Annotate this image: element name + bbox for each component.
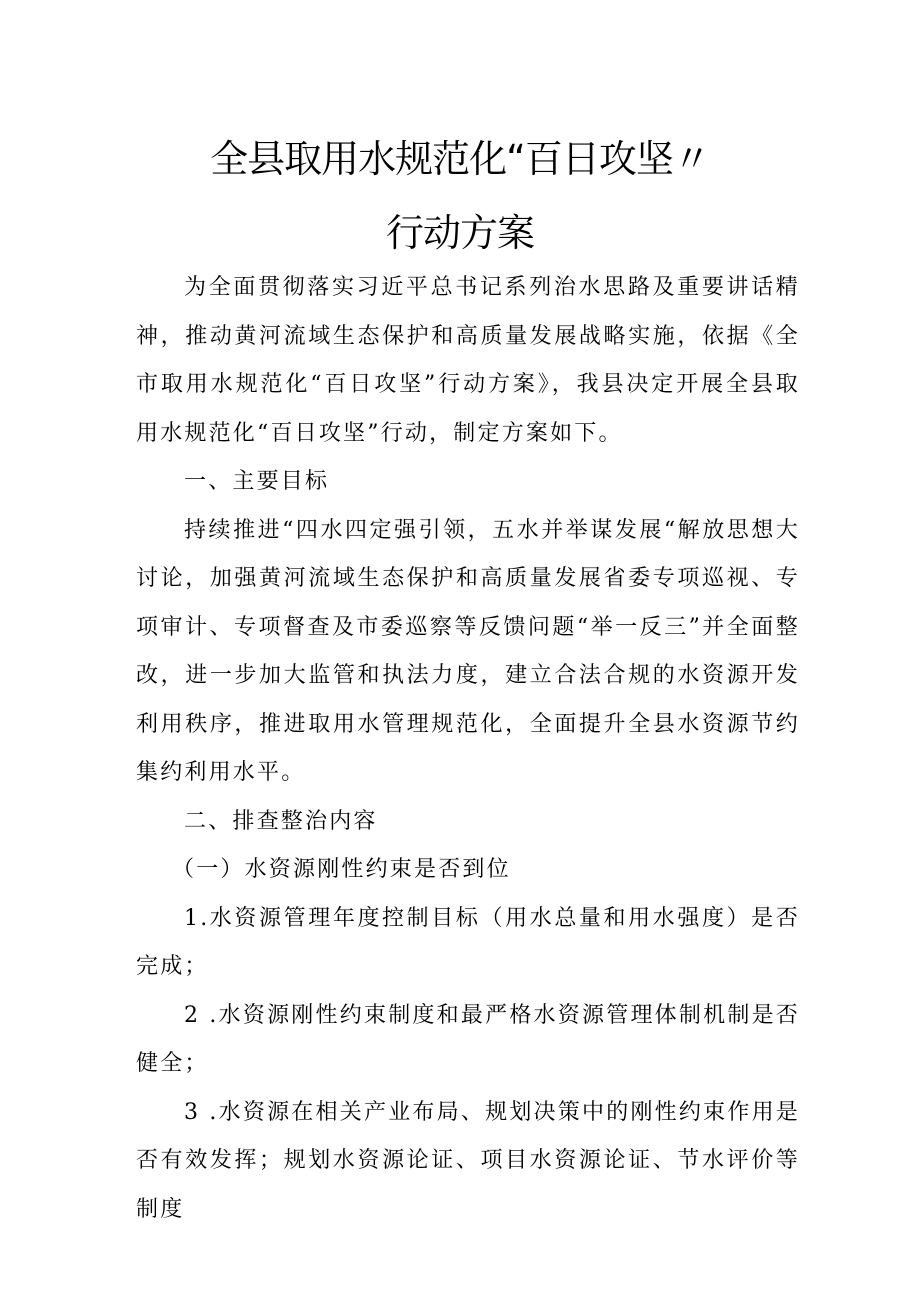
subsection-1-heading: （一）水资源刚性约束是否到位	[172, 857, 511, 882]
document-body	[136, 264, 800, 1234]
section-1-paragraph: 持续推进“四水四定强引领，五水并举谋发展“解放思想大讨论，加强黄河流域生态保护和高质量发展省委专项巡视、专项审计、专项督查及市委巡察等反馈问题“举一反三”并全面整改，进一步加大监管和执法力度，建立合法合规的水资源开发利用秩序，推进取用水管理规范化，全面提升全县水资源节约集约利用水平。	[136, 517, 800, 785]
document-title-line-2: 行动方案	[385, 211, 534, 255]
section-1-heading: 一、主要目标	[184, 469, 330, 494]
intro-paragraph: 为全面贯彻落实习近平总书记系列治水思路及重要讲话精神，推动黄河流域生态保护和高质量发展战略实施，依据《全市取用水规范化“百日攻坚”行动方案》，我县决定开展全县取用水规范化“百日攻坚”行动，制定方案如下。	[136, 275, 800, 446]
document-title-line-1: 全县取用水规范化“百日攻坚〃	[210, 137, 710, 181]
list-item: 1.水资源管理年度控制目标（用水总量和用水强度）是否完成；	[136, 905, 800, 979]
list-item: 2 .水资源刚性约束制度和最严格水资源管理体制机制是否健全；	[136, 1002, 800, 1076]
list-item: 3 .水资源在相关产业布局、规划决策中的刚性约束作用是否有效发挥；规划水资源论证、项目水资源论证、节水评价等制度	[136, 1099, 800, 1222]
section-2-heading: 二、排查整治内容	[184, 808, 378, 834]
